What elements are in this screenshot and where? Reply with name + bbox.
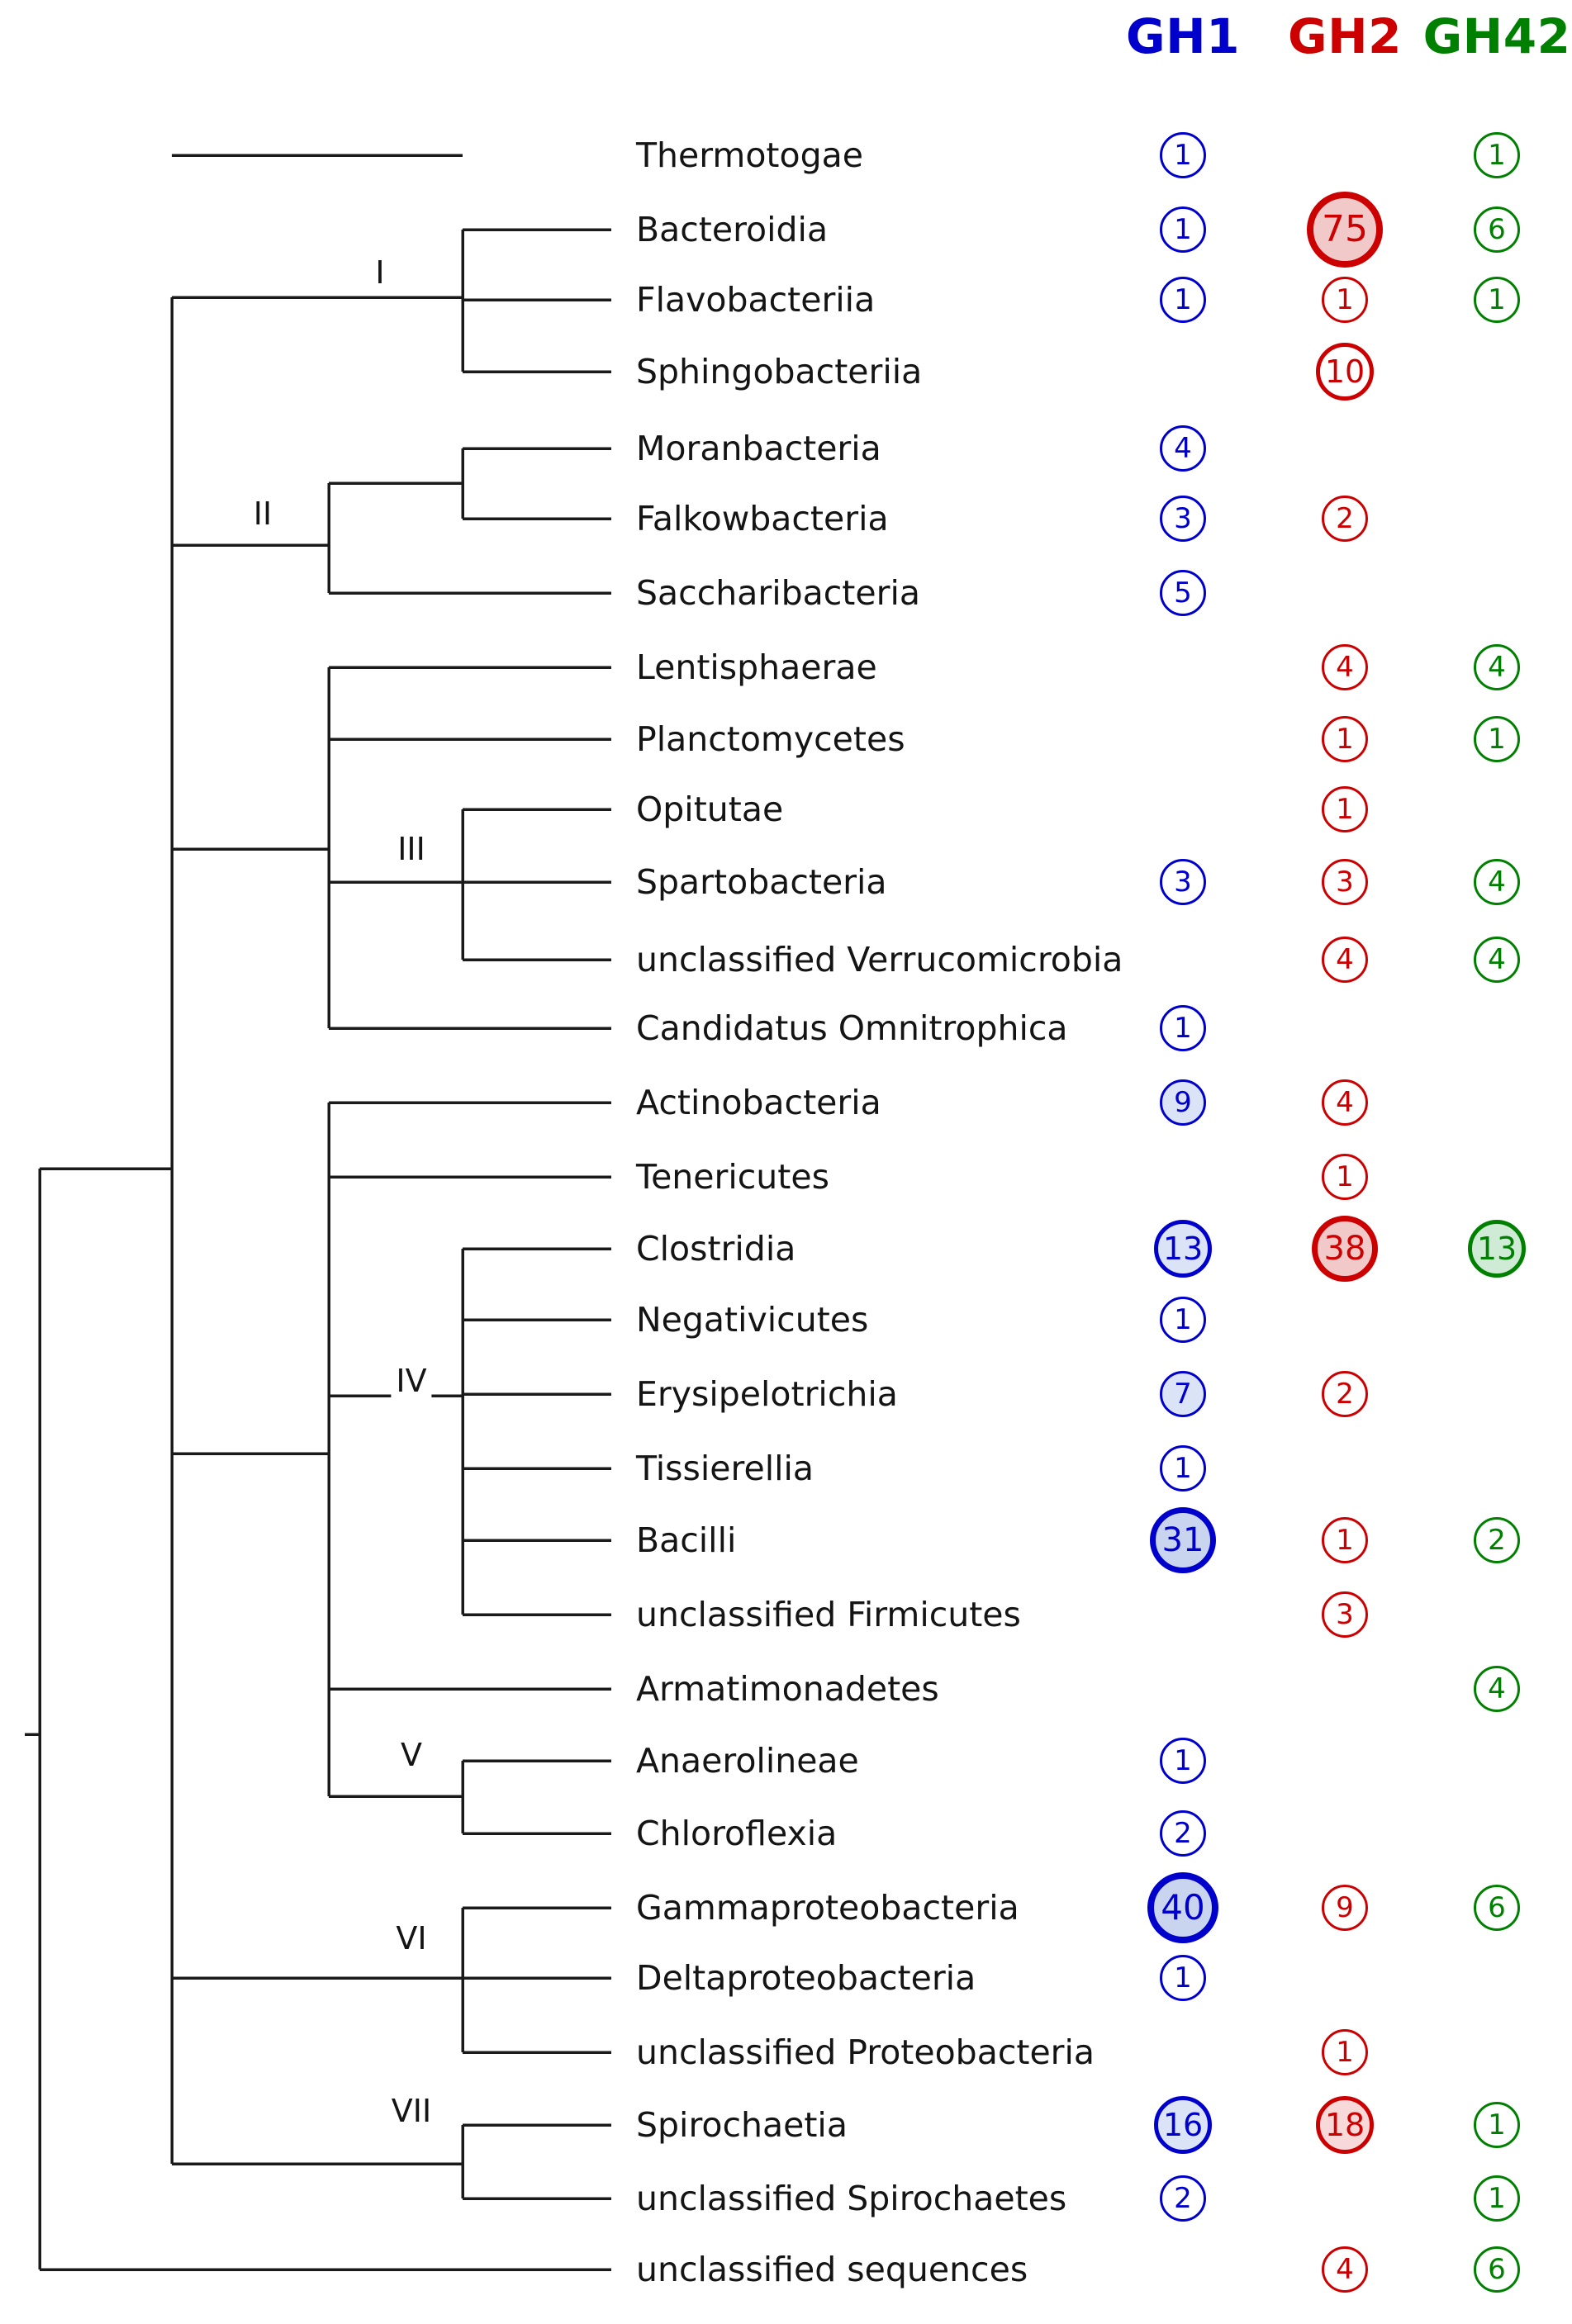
clade-label-iii: III (392, 831, 430, 867)
count-bubble-gh42: 4 (1474, 1666, 1520, 1712)
count-bubble-gh2: 1 (1322, 277, 1368, 323)
taxon-label: Spartobacteria (636, 862, 887, 902)
taxon-label: Gammaproteobacteria (636, 1888, 1019, 1928)
taxon-label: Actinobacteria (636, 1083, 881, 1122)
taxon-label: Negativicutes (636, 1300, 869, 1340)
count-bubble-gh2: 1 (1322, 786, 1368, 832)
count-bubble-gh2: 18 (1316, 2096, 1374, 2154)
taxon-label: Sphingobacteriia (636, 352, 923, 391)
clade-label-ii: II (249, 496, 277, 532)
taxon-label: Bacilli (636, 1520, 737, 1560)
count-bubble-gh2: 2 (1322, 496, 1368, 542)
count-bubble-gh42: 4 (1474, 937, 1520, 983)
count-bubble-gh1: 2 (1160, 1810, 1206, 1857)
taxon-label: Lentisphaerae (636, 647, 877, 687)
count-bubble-gh1: 3 (1160, 496, 1206, 542)
count-bubble-gh42: 4 (1474, 644, 1520, 690)
count-bubble-gh1: 1 (1160, 1955, 1206, 2001)
taxon-label: Falkowbacteria (636, 499, 889, 538)
count-bubble-gh42: 13 (1468, 1220, 1526, 1278)
count-bubble-gh42: 4 (1474, 859, 1520, 905)
count-bubble-gh2: 38 (1312, 1216, 1378, 1282)
count-bubble-gh1: 1 (1160, 1005, 1206, 1051)
clade-label-v: V (396, 1737, 427, 1773)
count-bubble-gh1: 1 (1160, 1445, 1206, 1492)
taxon-label: Opitutae (636, 790, 784, 829)
clade-label-iv: IV (391, 1363, 431, 1399)
taxon-label: Chloroflexia (636, 1814, 838, 1853)
count-bubble-gh2: 1 (1322, 1517, 1368, 1563)
count-bubble-gh1: 7 (1160, 1371, 1206, 1417)
count-bubble-gh1: 31 (1150, 1507, 1216, 1573)
count-bubble-gh2: 1 (1322, 1154, 1368, 1200)
count-bubble-gh2: 1 (1322, 2029, 1368, 2075)
taxon-label: Clostridia (636, 1229, 796, 1269)
count-bubble-gh1: 4 (1160, 425, 1206, 472)
taxon-label: Spirochaetia (636, 2105, 848, 2145)
taxon-label: Moranbacteria (636, 429, 881, 468)
count-bubble-gh1: 5 (1160, 570, 1206, 616)
count-bubble-gh1: 2 (1160, 2175, 1206, 2222)
taxon-label: unclassified Verrucomicrobia (636, 940, 1123, 979)
count-bubble-gh2: 4 (1322, 1079, 1368, 1126)
count-bubble-gh1: 13 (1154, 1220, 1212, 1278)
clade-label-i: I (370, 254, 389, 291)
count-bubble-gh1: 1 (1160, 132, 1206, 178)
count-bubble-gh42: 1 (1474, 2102, 1520, 2148)
clade-label-vii: VII (387, 2093, 436, 2129)
taxon-label: unclassified Spirochaetes (636, 2179, 1067, 2218)
count-bubble-gh42: 1 (1474, 2175, 1520, 2222)
taxon-label: Armatimonadetes (636, 1669, 939, 1709)
count-bubble-gh1: 3 (1160, 859, 1206, 905)
taxon-label: Tenericutes (636, 1157, 829, 1197)
count-bubble-gh2: 2 (1322, 1371, 1368, 1417)
count-bubble-gh2: 4 (1322, 2246, 1368, 2293)
count-bubble-gh1: 1 (1160, 1738, 1206, 1784)
column-header-gh1: GH1 (1125, 8, 1240, 64)
taxon-label: Erysipelotrichia (636, 1374, 898, 1414)
count-bubble-gh42: 6 (1474, 1885, 1520, 1931)
count-bubble-gh2: 4 (1322, 937, 1368, 983)
count-bubble-gh42: 1 (1474, 132, 1520, 178)
count-bubble-gh42: 2 (1474, 1517, 1520, 1563)
clade-label-vi: VI (391, 1920, 431, 1956)
count-bubble-gh1: 40 (1147, 1872, 1218, 1943)
count-bubble-gh2: 3 (1322, 1591, 1368, 1638)
count-bubble-gh42: 6 (1474, 206, 1520, 253)
count-bubble-gh1: 1 (1160, 277, 1206, 323)
count-bubble-gh2: 10 (1316, 343, 1374, 401)
taxon-label: Planctomycetes (636, 719, 905, 759)
taxon-label: Bacteroidia (636, 210, 829, 249)
count-bubble-gh42: 6 (1474, 2246, 1520, 2293)
count-bubble-gh2: 75 (1307, 192, 1383, 268)
taxon-label: Saccharibacteria (636, 573, 920, 613)
taxon-label: Thermotogae (636, 135, 863, 175)
taxon-label: unclassified Proteobacteria (636, 2032, 1095, 2072)
count-bubble-gh2: 9 (1322, 1885, 1368, 1931)
count-bubble-gh1: 1 (1160, 206, 1206, 253)
count-bubble-gh1: 1 (1160, 1297, 1206, 1343)
count-bubble-gh2: 3 (1322, 859, 1368, 905)
taxon-label: Tissierellia (636, 1449, 814, 1488)
count-bubble-gh42: 1 (1474, 277, 1520, 323)
taxon-label: unclassified sequences (636, 2250, 1028, 2289)
taxon-label: Deltaproteobacteria (636, 1958, 976, 1998)
taxon-label: Anaerolineae (636, 1741, 859, 1781)
count-bubble-gh1: 9 (1160, 1079, 1206, 1126)
taxon-label: Flavobacteriia (636, 280, 876, 320)
column-header-gh42: GH42 (1422, 8, 1571, 64)
count-bubble-gh42: 1 (1474, 716, 1520, 762)
column-header-gh2: GH2 (1287, 8, 1402, 64)
taxon-label: Candidatus Omnitrophica (636, 1008, 1068, 1048)
taxon-label: unclassified Firmicutes (636, 1595, 1021, 1634)
count-bubble-gh2: 1 (1322, 716, 1368, 762)
count-bubble-gh2: 4 (1322, 644, 1368, 690)
count-bubble-gh1: 16 (1154, 2096, 1212, 2154)
